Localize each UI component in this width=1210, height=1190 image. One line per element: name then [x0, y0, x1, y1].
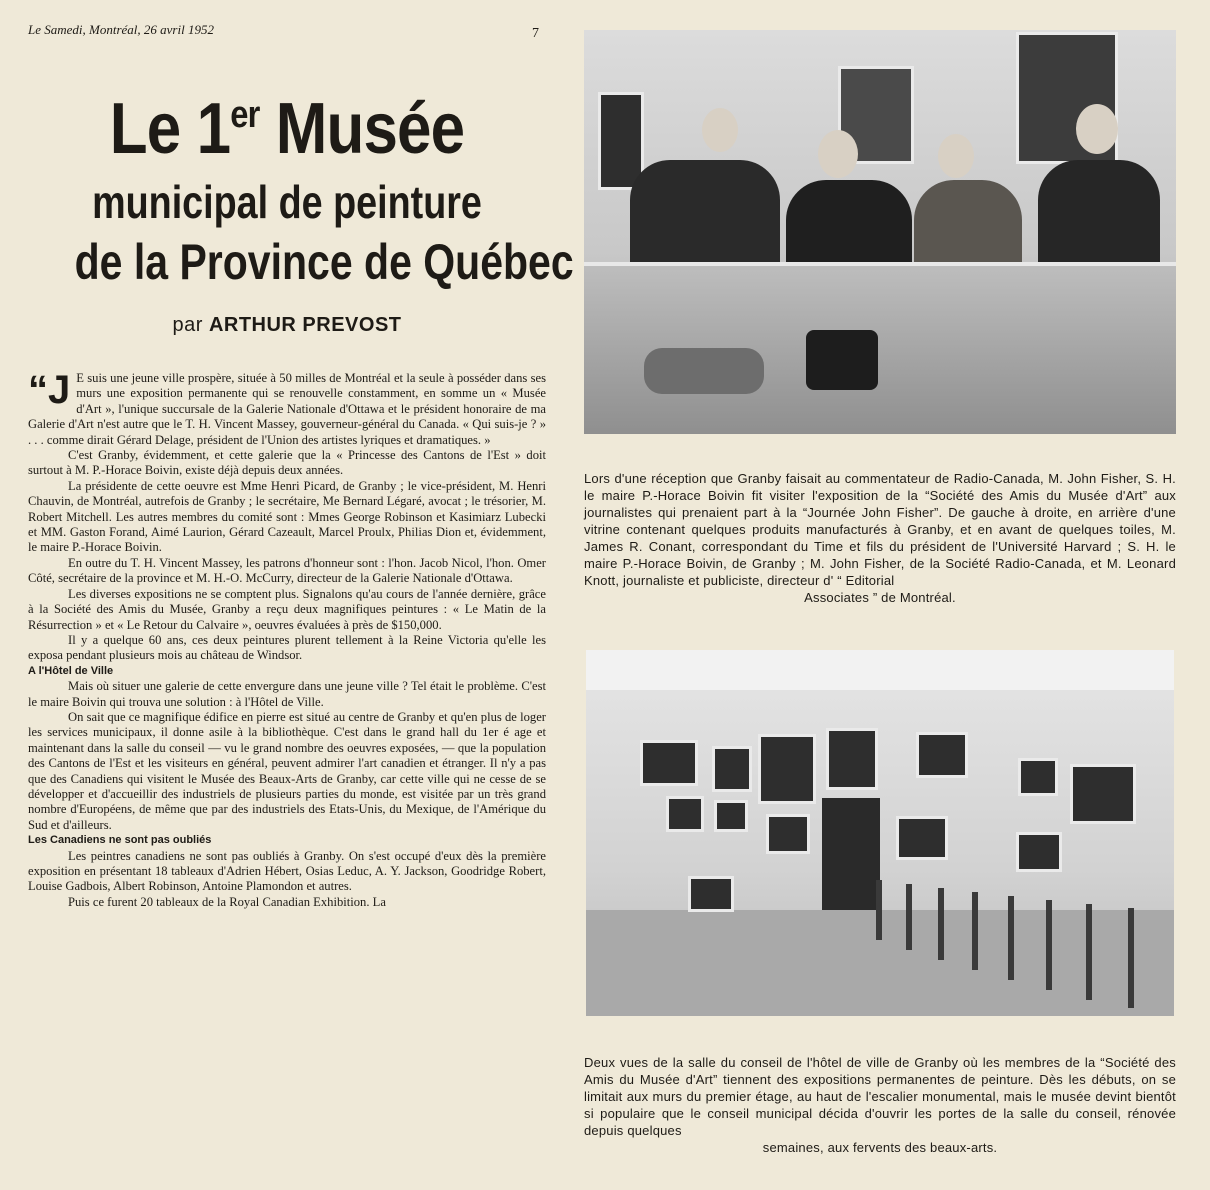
drop-cap: “J — [28, 368, 71, 412]
chair — [876, 880, 882, 940]
photo-caption-2: Deux vues de la salle du conseil de l'hôtel de ville de Granby où les membres de la “Société des Amis du Musée d'Art” tiennent des expositions permanentes de peinture. Dès les débuts, on se limitait aux murs du premier étage, au haut de l'escalier monumental, mais le musée devint bientôt si populaire que le conseil municipal décida d'ouvrir les portes de la salle du conseil, rénovée depuis quelques semaines, aux fervents des beaux-arts. — [584, 1055, 1176, 1155]
chair — [1046, 900, 1052, 990]
chair — [906, 884, 912, 950]
photo-column — [584, 30, 1176, 1156]
person-head — [938, 134, 974, 178]
doorway — [822, 798, 880, 910]
photo-caption-1: Lors d'une réception que Granby faisait au commentateur de Radio-Canada, M. John Fisher, S. H. le maire P.-Horace Boivin fit visiter l'exposition de la “Société des Amis du Musée d'Art” aux journalistes qui prenaient part à la “Journée John Fisher”. De gauche à droite, en arrière d'une vitrine contenant quelques produits manufacturés à Granby, et en avant de quelques toiles, M. James R. Conant, correspondant du Time et fils du président de l'Université Harvard ; S. H. le maire P.-Horace Boivin, de Granby ; M. John Fisher, de la Société Radio-Canada, et M. Leonard Knott, journaliste et publiciste, directeur d' “ Editorial Associates ” de Montréal. — [584, 471, 1176, 605]
painting — [766, 814, 810, 854]
paragraph: Les peintres canadiens ne sont pas oubliés à Granby. On s'est occupé d'eux dès la première exposition en présentant 18 tableaux d'Adrien Hébert, Osias Leduc, A. Y. Jackson, Goodridge Robert, Louise Gadbois, Albert Robinson, Antoine Plamondon et autres. — [28, 848, 546, 894]
page-number: 7 — [532, 26, 539, 41]
gallery-hall-photo — [586, 650, 1174, 1016]
paragraph: C'est Granby, évidemment, et cette galerie que la « Princesse des Cantons de l'Est » doit surtout à M. P.-Horace Boivin, existe déjà depuis deux années. — [28, 448, 546, 478]
chair — [1086, 904, 1092, 1000]
chair — [972, 892, 978, 970]
product-item — [644, 348, 764, 394]
ceiling — [586, 650, 1174, 690]
painting — [916, 732, 968, 778]
headline-line-3: de la Province de Québec — [74, 234, 574, 290]
painting — [1016, 832, 1062, 872]
painting — [758, 734, 816, 804]
person-head — [702, 108, 738, 152]
painting — [712, 746, 752, 792]
headline-line-2: municipal de peinture — [92, 176, 482, 228]
painting — [1070, 764, 1136, 824]
chair — [1008, 896, 1014, 980]
person-head — [1076, 104, 1118, 154]
paragraph: Il y a quelque 60 ans, ces deux peintures plurent tellement à la Reine Victoria qu'elle les exposa pendant plusieurs mois au château de Windsor. — [28, 632, 546, 663]
person-head — [818, 130, 858, 178]
article-body — [28, 368, 546, 910]
paragraph: “J E suis une jeune ville prospère, située à 50 milles de Montréal et la seule à posséder dans ses murs une exposition permanente qui se renouvelle constamment, en somme un « Musée d'Art », l'unique succursale de la Galerie Nationale d'Ottawa et le président honoraire de ma Galerie d'Art n'est autre que le T. H. Vincent Massey, gouverneur-général du Canada. « Qui suis-je ? » . . . comme dirait Gérard Delage, président de l'Union des artistes lyriques et dramatiques. » — [28, 368, 546, 447]
paragraph: Les diverses expositions ne se comptent plus. Signalons qu'au cours de l'année dernière, grâce à la Société des Amis du Musée, Granby a reçu deux magnifiques peintures : « Le Matin de la Résurrection » et « Le Retour du Calvaire », oeuvres évaluées à près de $150,000. — [28, 586, 546, 632]
chair — [1128, 908, 1134, 1008]
article-column — [28, 70, 574, 910]
painting — [1018, 758, 1058, 796]
painting — [826, 728, 878, 790]
chair — [938, 888, 944, 960]
reception-photo — [584, 30, 1176, 434]
paragraph: On sait que ce magnifique édifice en pierre est situé au centre de Granby et qu'en plus de loger les services municipaux, il donne asile à la bibliothèque. C'est dans le grand hall du 1er é age et maintenant dans la salle du conseil — vu le grand nombre des oeuvres exposées, — que la population des Cantons de l'Est et les visiteurs en général, peuvent admirer l'art canadien et étranger. Il n'y a pas que des Canadiens qui visitent le Musée des Beaux-Arts de Granby, car cette ville qui ne cesse de se développer et d'accueillir des industriels de plusieurs parties du monde, est visitée par un très grand nombre d'Européens, de même que par des industriels des Etats-Unis, du Mexique, de l'Amérique du Sud et d'ailleurs. — [28, 709, 546, 832]
paragraph: En outre du T. H. Vincent Massey, les patrons d'honneur sont : l'hon. Jacob Nicol, l'hon. Omer Côté, secrétaire de la province et M. H.-O. McCurry, directeur de la Galerie Nationale d'Ottawa. — [28, 555, 546, 586]
handbag — [806, 330, 878, 390]
painting — [714, 800, 748, 832]
subheading: A l'Hôtel de Ville — [28, 664, 114, 677]
byline: par ARTHUR PREVOST — [172, 314, 402, 336]
painting — [640, 740, 698, 786]
painting — [688, 876, 734, 912]
headline-line-1: Le 1er Musée — [109, 89, 465, 169]
painting — [896, 816, 948, 860]
subheading: Les Canadiens ne sont pas oubliés — [28, 834, 212, 847]
paragraph: La présidente de cette oeuvre est Mme Henri Picard, de Granby ; le vice-président, M. Henri Chauvin, de Montréal, autrefois de Granby ; le secrétaire, Me Bernard Légaré, avocat ; le trésorier, M. Robert Mitchell. Les autres membres du comité sont : Mmes George Robinson et Kasimiarz Lubecki et MM. Gaston Forand, Aimé Laurion, Gérard Cazeault, Marcel Proulx, Philias Dion et, évidemment, le maire P.-Horace Boivin. — [28, 478, 546, 555]
running-head: Le Samedi, Montréal, 26 avril 1952 — [28, 22, 214, 37]
paragraph: Mais où situer une galerie de cette envergure dans une jeune ville ? Tel était le problème. C'est le maire Boivin qui trouva une solution : à l'Hôtel de Ville. — [28, 679, 546, 709]
painting — [666, 796, 704, 832]
paragraph: Puis ce furent 20 tableaux de la Royal Canadian Exhibition. La — [68, 894, 386, 909]
